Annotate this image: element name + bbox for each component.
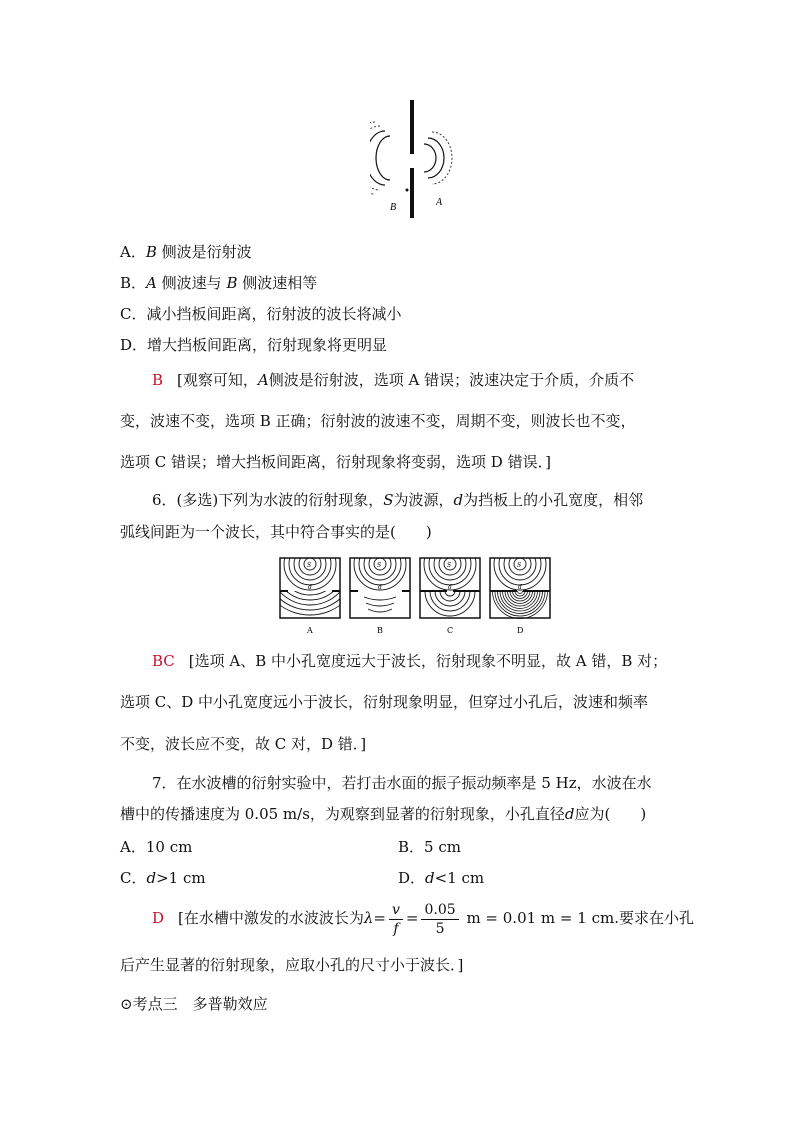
q7-explanation-line-1: D [在水槽中激发的水波波长为λ= $\frac{v}{f}$ = $\frac{0.05}{5}$ m = 0.01 m = 1 cm.要求在小孔 — [152, 901, 694, 937]
svg-text:S: S — [517, 562, 522, 569]
svg-text:S: S — [307, 562, 312, 569]
q7-option-a: A．10 cm — [120, 838, 193, 856]
svg-text:d: d — [308, 584, 312, 591]
q5-option-c: C．减小挡板间距离，衍射波的波长将减小 — [120, 305, 402, 323]
q5-option-d: D．增大挡板间距离，衍射现象将更明显 — [120, 336, 388, 354]
q7-explanation-line-2: 后产生显著的衍射现象，应取小孔的尺寸小于波长．] — [120, 956, 464, 974]
q6-explanation-line-2: 选项 C、D 中小孔宽度远小于波长，衍射现象明显，但穿过小孔后，波速和频率 — [120, 693, 649, 711]
svg-text:d: d — [378, 584, 382, 591]
figure-label-a: A — [436, 197, 443, 208]
q5-explanation-line-1: B [观察可知，A侧波是衍射波，选项 A 错误；波速决定于介质，介质不 — [152, 371, 635, 389]
svg-text:A: A — [307, 626, 313, 635]
q7-option-d: D．d<1 cm — [398, 869, 485, 887]
q7-option-b: B．5 cm — [398, 838, 461, 856]
figure-label-b: B — [390, 202, 397, 213]
q5-explanation-line-3: 选项 C 错误；增大挡板间距离，衍射现象将变弱，选项 D 错误．] — [120, 453, 551, 471]
q6-stem-line-1: 6．(多选)下列为水波的衍射现象，S为波源，d为挡板上的小孔宽度，相邻 — [152, 491, 644, 509]
diffraction-barrier-figure — [370, 98, 470, 220]
section-heading: ⊙考点三 多普勒效应 — [120, 995, 268, 1013]
q6-stem-line-2: 弧线间距为一个波长，其中符合事实的是( ) — [120, 523, 432, 541]
svg-text:d: d — [448, 584, 452, 591]
fraction-value: $\frac{0.05}{5}$ — [421, 901, 458, 938]
q7-option-c: C．d>1 cm — [120, 869, 206, 887]
q6-explanation-line-3: 不变，波长应不变，故 C 对，D 错．] — [120, 735, 367, 753]
diffraction-panels-figure — [278, 556, 552, 636]
svg-text:S: S — [377, 562, 382, 569]
fraction-v-over-f: $\frac{v}{f}$ — [389, 901, 403, 938]
q5-option-a: A．B 侧波是衍射波 — [120, 243, 252, 261]
q7-stem-line-2: 槽中的传播速度为 0.05 m/s，为观察到显著的衍射现象，小孔直径d应为( ) — [120, 805, 647, 823]
q5-explanation-line-2: 变，波速不变，选项 B 正确；衍射波的波速不变，周期不变，则波长也不变， — [120, 412, 636, 430]
panel-d — [490, 556, 550, 635]
svg-text:B: B — [377, 626, 383, 635]
q5-option-b: B．A 侧波速与 B 侧波速相等 — [120, 274, 318, 292]
q7-answer: D — [152, 909, 165, 927]
panel-c — [420, 556, 480, 635]
q5-answer: B — [152, 371, 164, 389]
q6-answer: BC — [152, 652, 175, 670]
q6-explanation-line-1: BC [选项 A、B 中小孔宽度远大于波长，衍射现象不明显，故 A 错，B 对； — [152, 652, 668, 670]
q7-stem-line-1: 7．在水波槽的衍射实验中，若打击水面的振子振动频率是 5 Hz，水波在水 — [152, 774, 652, 792]
panel-a — [278, 556, 361, 635]
svg-text:S: S — [447, 562, 452, 569]
svg-text:C: C — [447, 626, 454, 635]
svg-text:D: D — [517, 626, 524, 635]
svg-text:d: d — [518, 584, 522, 591]
panel-b — [350, 556, 410, 635]
